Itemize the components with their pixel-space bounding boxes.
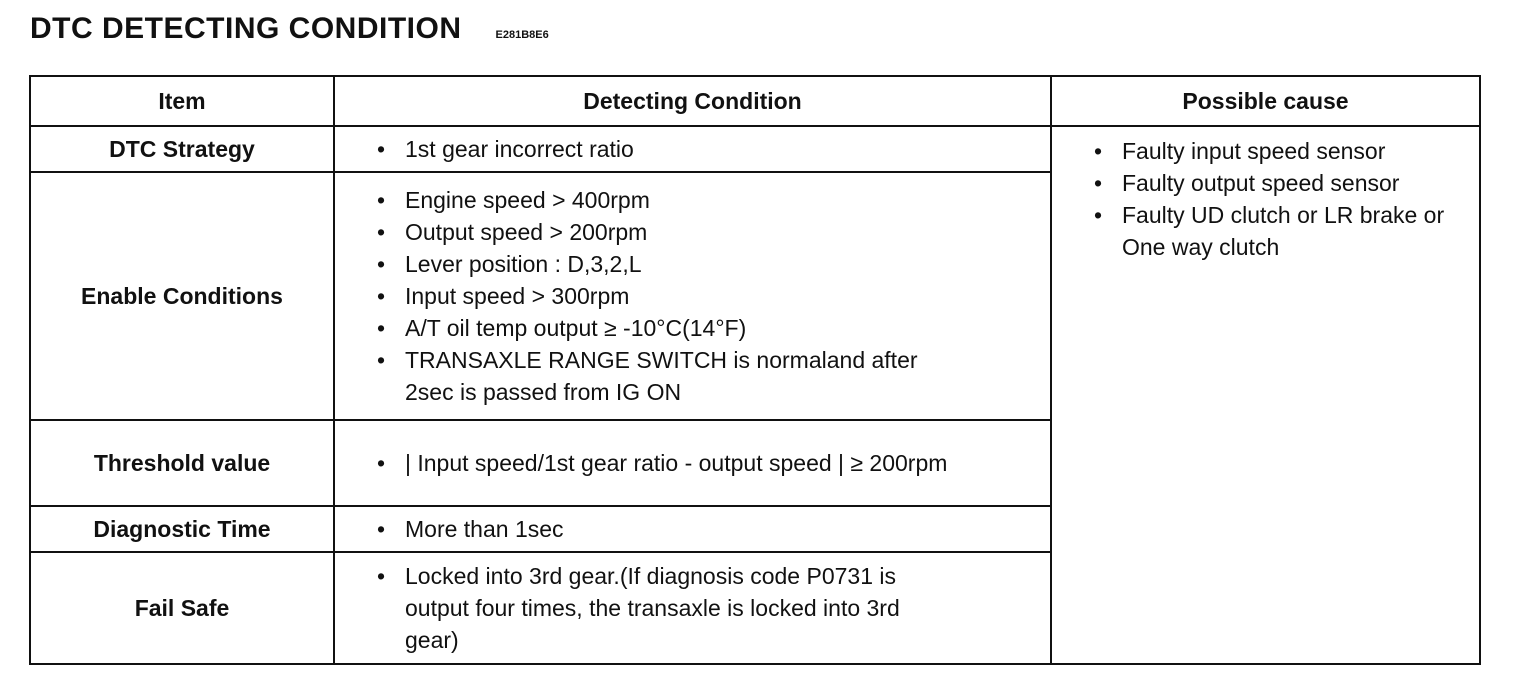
table-row-dtc-strategy <box>30 126 1480 172</box>
condition-list <box>371 513 1042 545</box>
condition-item: • Locked into 3rd gear.(If diagnosis code P0731 is output four times, the transaxle is locked into 3rd gear) <box>371 560 905 656</box>
dtc-table <box>29 75 1481 665</box>
document-code: E281B8E6 <box>495 29 549 41</box>
condition-threshold-value <box>334 420 1051 506</box>
condition-item: • Lever position : D,3,2,L <box>371 248 1042 280</box>
condition-item: • Input speed > 300rpm <box>371 280 1042 312</box>
condition-list <box>371 447 1042 479</box>
condition-item: • Engine speed > 400rpm <box>371 184 1042 216</box>
condition-diagnostic-time <box>334 506 1051 552</box>
column-header-possible-cause: Possible cause <box>1051 76 1480 126</box>
column-header-detecting-condition: Detecting Condition <box>334 76 1051 126</box>
condition-item: • 1st gear incorrect ratio <box>371 133 1042 165</box>
condition-list <box>371 133 1042 165</box>
table-header-row <box>30 76 1480 126</box>
column-header-item: Item <box>30 76 334 126</box>
condition-list <box>371 560 1042 656</box>
item-enable-conditions: Enable Conditions <box>30 172 334 420</box>
condition-item: • | Input speed/1st gear ratio - output speed | ≥ 200rpm <box>371 447 950 479</box>
item-diagnostic-time: Diagnostic Time <box>30 506 334 552</box>
condition-item: • TRANSAXLE RANGE SWITCH is normaland after 2sec is passed from IG ON <box>371 344 965 408</box>
condition-dtc-strategy <box>334 126 1051 172</box>
item-fail-safe: Fail Safe <box>30 552 334 664</box>
condition-item: • A/T oil temp output ≥ -10°C(14°F) <box>371 312 1042 344</box>
cause-item: • Faulty UD clutch or LR brake or One way clutch <box>1088 199 1471 263</box>
condition-enable-conditions <box>334 172 1051 420</box>
cause-item: • Faulty output speed sensor <box>1088 167 1471 199</box>
item-dtc-strategy: DTC Strategy <box>30 126 334 172</box>
condition-list <box>371 184 1042 408</box>
cause-list <box>1088 135 1471 263</box>
possible-cause-cell <box>1051 126 1480 664</box>
condition-fail-safe <box>334 552 1051 664</box>
title-row <box>30 12 549 56</box>
condition-item: • More than 1sec <box>371 513 1042 545</box>
page-title: DTC DETECTING CONDITION <box>30 12 462 45</box>
condition-item: • Output speed > 200rpm <box>371 216 1042 248</box>
cause-item: • Faulty input speed sensor <box>1088 135 1471 167</box>
item-threshold-value: Threshold value <box>30 420 334 506</box>
